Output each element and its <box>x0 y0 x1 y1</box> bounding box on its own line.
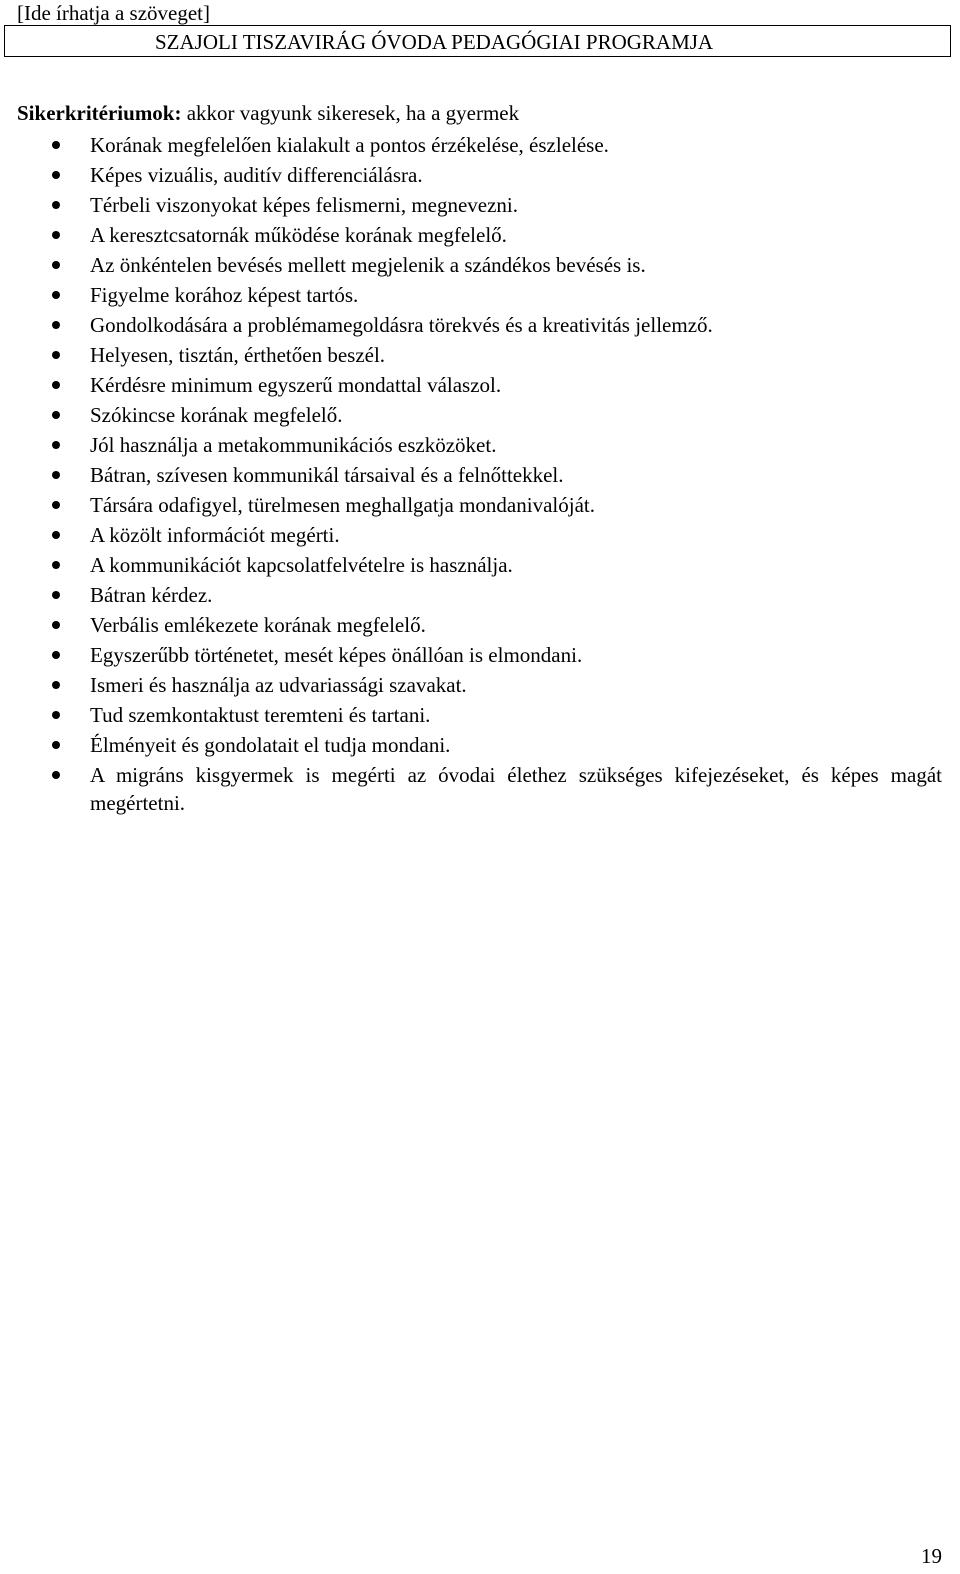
list-item-text: Élményeit és gondolatait el tudja mondani. <box>90 733 451 757</box>
list-item <box>0 220 960 250</box>
bullet-icon <box>52 141 60 149</box>
list-item-text: Helyesen, tisztán, érthetően beszél. <box>90 343 386 367</box>
list-item-text: A kommunikációt kapcsolatfelvételre is használja. <box>90 553 513 577</box>
list-item-text: Jól használja a metakommunikációs eszközöket. <box>90 433 497 457</box>
bullet-icon <box>52 321 60 329</box>
bullet-icon <box>52 561 60 569</box>
bullet-icon <box>52 681 60 689</box>
list-item-text: A közölt információt megérti. <box>90 523 340 547</box>
list-item <box>0 460 960 490</box>
list-item <box>0 730 960 760</box>
bullet-icon <box>52 441 60 449</box>
list-item <box>0 430 960 460</box>
list-item <box>0 490 960 520</box>
list-item <box>0 580 960 610</box>
page-number: 19 <box>921 1544 942 1568</box>
list-item-text: Társára odafigyel, türelmesen meghallgatja mondanivalóját. <box>90 493 595 517</box>
list-item-text: A migráns kisgyermek is megérti az óvodai élethez szükséges kifejezéseket, és képes magát megértetni. <box>90 763 942 815</box>
list-item-text: Verbális emlékezete korának megfelelő. <box>90 613 426 637</box>
success-criteria-intro <box>17 100 519 126</box>
header-placeholder-text: [Ide írhatja a szöveget] <box>17 1 210 25</box>
list-item-text: Térbeli viszonyokat képes felismerni, megnevezni. <box>90 193 519 217</box>
list-item <box>0 130 960 160</box>
list-item <box>0 670 960 700</box>
bullet-icon <box>52 531 60 539</box>
list-item <box>0 610 960 640</box>
bullet-icon <box>52 621 60 629</box>
list-item-text: Szókincse korának megfelelő. <box>90 403 343 427</box>
success-criteria-list <box>0 130 960 817</box>
list-item <box>0 760 960 817</box>
bullet-icon <box>52 351 60 359</box>
bullet-icon <box>52 381 60 389</box>
list-item-text: Az önkéntelen bevésés mellett megjelenik a szándékos bevésés is. <box>90 253 646 277</box>
list-item <box>0 700 960 730</box>
bullet-icon <box>52 711 60 719</box>
success-criteria-label: Sikerkritériumok: <box>17 101 182 125</box>
list-item <box>0 400 960 430</box>
bullet-icon <box>52 261 60 269</box>
list-item-text: Tud szemkontaktust teremteni és tartani. <box>90 703 431 727</box>
success-criteria-text: akkor vagyunk sikeresek, ha a gyermek <box>181 101 520 125</box>
bullet-icon <box>52 471 60 479</box>
bullet-icon <box>52 171 60 179</box>
list-item <box>0 310 960 340</box>
list-item <box>0 640 960 670</box>
list-item <box>0 550 960 580</box>
bullet-icon <box>52 651 60 659</box>
list-item-text: Képes vizuális, auditív differenciálásra. <box>90 163 423 187</box>
document-title: SZAJOLI TISZAVIRÁG ÓVODA PEDAGÓGIAI PROGRAMJA <box>155 30 714 54</box>
list-item-text: Kérdésre minimum egyszerű mondattal válaszol. <box>90 373 502 397</box>
document-header <box>4 25 951 57</box>
list-item <box>0 520 960 550</box>
list-item-text: Figyelme korához képest tartós. <box>90 283 359 307</box>
list-item <box>0 340 960 370</box>
bullet-icon <box>52 201 60 209</box>
bullet-icon <box>52 291 60 299</box>
list-item-text: Bátran kérdez. <box>90 583 213 607</box>
list-item-text: Ismeri és használja az udvariassági szavakat. <box>90 673 467 697</box>
list-item <box>0 190 960 220</box>
bullet-icon <box>52 501 60 509</box>
bullet-icon <box>52 591 60 599</box>
bullet-icon <box>52 231 60 239</box>
list-item <box>0 370 960 400</box>
list-item-text: Egyszerűbb történetet, mesét képes önállóan is elmondani. <box>90 643 583 667</box>
list-item <box>0 280 960 310</box>
list-item <box>0 160 960 190</box>
list-item-text: A keresztcsatornák működése korának megfelelő. <box>90 223 507 247</box>
list-item-text: Gondolkodására a problémamegoldásra törekvés és a kreativitás jellemző. <box>90 313 713 337</box>
bullet-icon <box>52 771 60 779</box>
bullet-icon <box>52 411 60 419</box>
list-item <box>0 250 960 280</box>
bullet-icon <box>52 741 60 749</box>
list-item-text: Korának megfelelően kialakult a pontos érzékelése, észlelése. <box>90 133 609 157</box>
list-item-text: Bátran, szívesen kommunikál társaival és a felnőttekkel. <box>90 463 564 487</box>
